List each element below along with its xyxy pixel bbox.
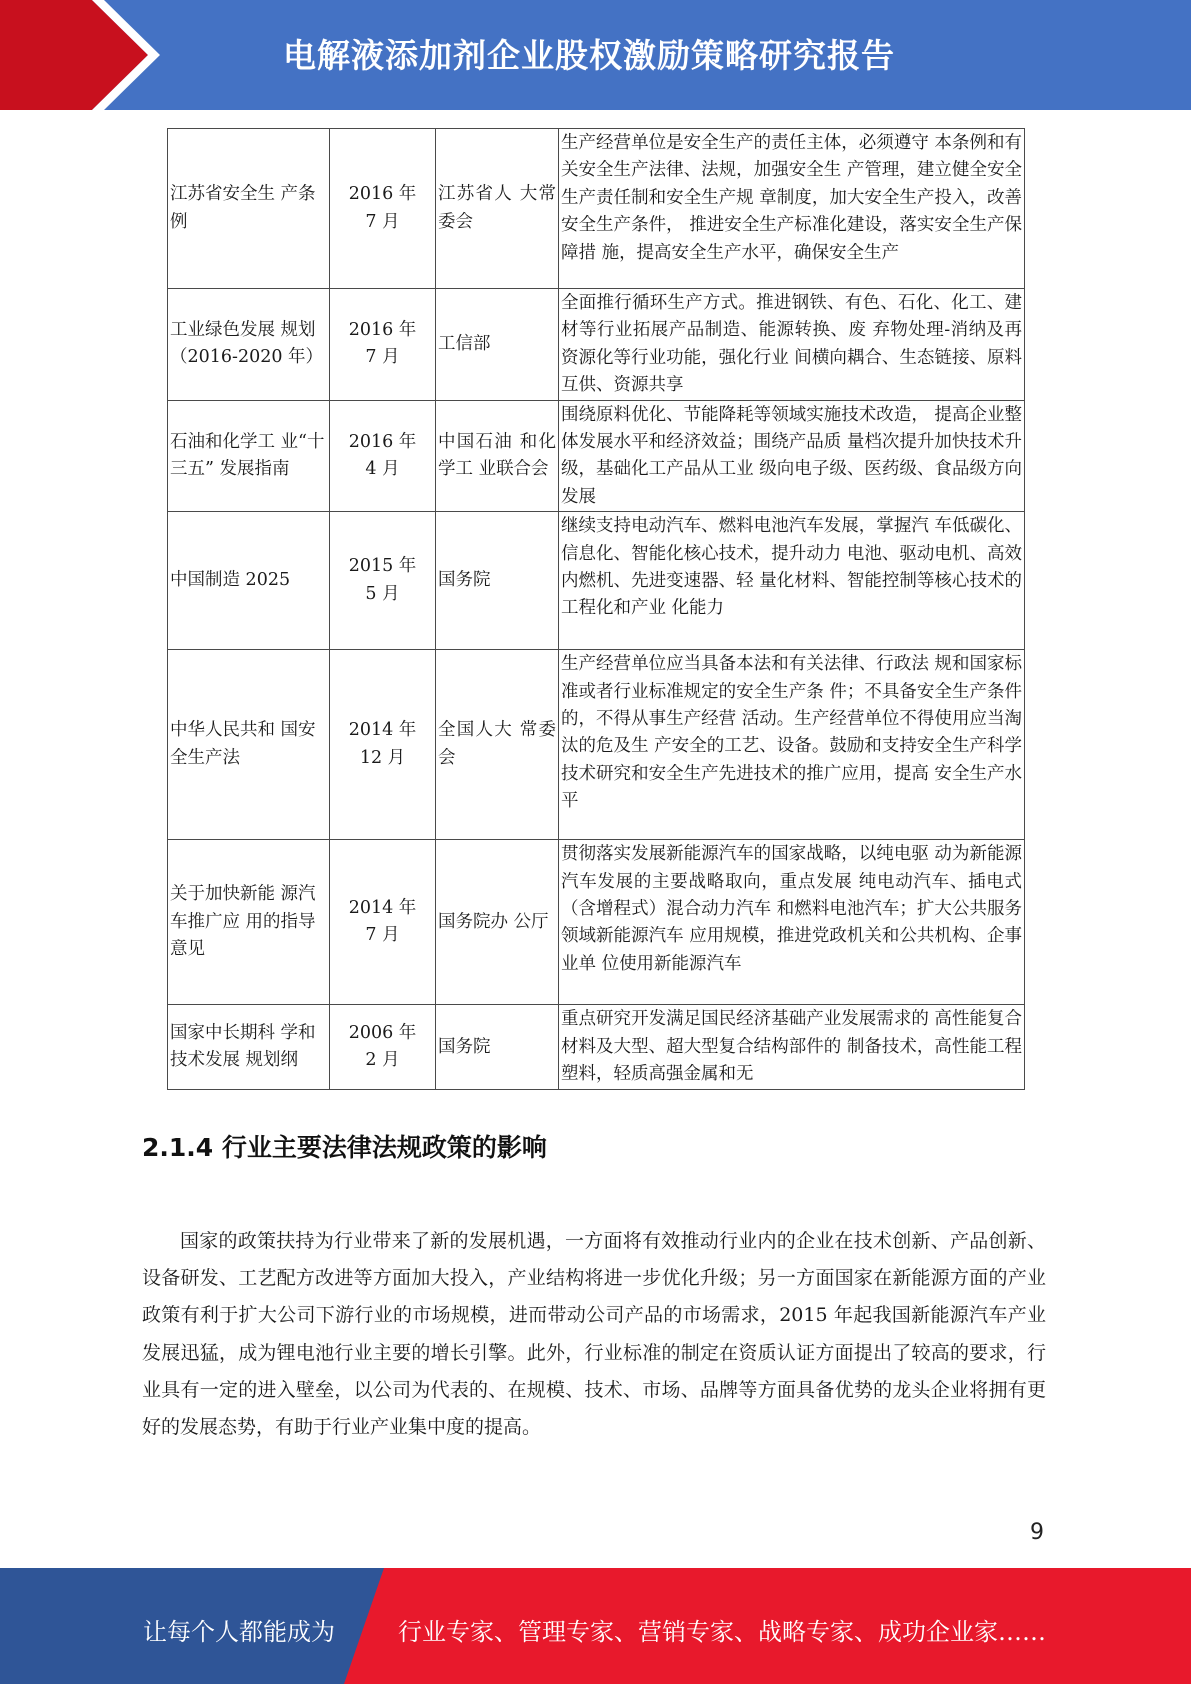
policy-date: [330, 840, 436, 1005]
policy-content: 继续支持电动汽车、燃料电池汽车发展，掌握汽 车低碳化、信息化、智能化核心技术，提升动力 电池、驱动电机、高效内燃机、先进变速器、轻 量化材料、智能控制等核心技术的工程化和产业 化能力: [559, 512, 1025, 650]
policy-issuer: 国务院: [436, 512, 559, 650]
page-header: [0, 0, 1191, 110]
policy-date: [330, 1005, 436, 1090]
table-row: [168, 1005, 1025, 1090]
page-number: 9: [1030, 1520, 1044, 1545]
policy-date-year: 2014 年: [348, 897, 417, 918]
policy-content: 重点研究开发满足国民经济基础产业发展需求的 高性能复合材料及大型、超大型复合结构部件的 制备技术，高性能工程塑料，轻质高强金属和无: [559, 1005, 1025, 1090]
policy-name: 工业绿色发展 规划 （2016-2020 年）: [168, 289, 330, 401]
policy-date: [330, 129, 436, 289]
policy-date-month: 2 月: [365, 1050, 400, 1071]
policy-date-year: 2016 年: [348, 184, 417, 205]
policy-name: 关于加快新能 源汽车推广应 用的指导意见: [168, 840, 330, 1005]
table-row: [168, 650, 1025, 840]
policy-table: [167, 128, 1025, 1090]
policy-name: 中国制造 2025: [168, 512, 330, 650]
policy-content: 贯彻落实发展新能源汽车的国家战略，以纯电驱 动为新能源汽车发展的主要战略取向，重点发展 纯电动汽车、插电式（含增程式）混合动力汽车 和燃料电池汽车；扩大公共服务领域新能源汽车 应用规模，推进党政机关和公共机构、企事业单 位使用新能源汽车: [559, 840, 1025, 1005]
policy-date-month: 7 月: [365, 925, 400, 946]
policy-date-year: 2014 年: [348, 720, 417, 741]
table-row: [168, 512, 1025, 650]
policy-issuer: 江苏省人 大常委会: [436, 129, 559, 289]
policy-date: [330, 512, 436, 650]
policy-date-year: 2016 年: [348, 431, 417, 452]
policy-date-year: 2016 年: [348, 319, 417, 340]
policy-name: 中华人民共和 国安全生产法: [168, 650, 330, 840]
table-row: [168, 289, 1025, 401]
section-heading: 2.1.4 行业主要法律法规政策的影响: [142, 1133, 547, 1162]
policy-issuer: 工信部: [436, 289, 559, 401]
policy-date-month: 4 月: [365, 458, 400, 479]
policy-date: [330, 650, 436, 840]
policy-issuer: 国务院: [436, 1005, 559, 1090]
table-row: [168, 129, 1025, 289]
policy-date-month: 5 月: [365, 583, 400, 604]
report-title: 电解液添加剂企业股权激励策略研究报告: [283, 36, 895, 75]
policy-content: 全面推行循环生产方式。推进钢铁、有色、石化、化工、建材等行业拓展产品制造、能源转换、废 弃物处理-消纳及再资源化等行业功能，强化行业 间横向耦合、生态链接、原料互供、资源共享: [559, 289, 1025, 401]
policy-date-month: 7 月: [365, 347, 400, 368]
policy-date: [330, 400, 436, 512]
policy-issuer: 中国石油 和化学工 业联合会: [436, 400, 559, 512]
policy-issuer: 全国人大 常委会: [436, 650, 559, 840]
policy-date-year: 2006 年: [348, 1022, 417, 1043]
policy-date-month: 12 月: [359, 747, 406, 768]
policy-issuer: 国务院办 公厅: [436, 840, 559, 1005]
footer-slogan-right: 行业专家、管理专家、营销专家、战略专家、成功企业家……: [398, 1618, 1046, 1646]
table-row: [168, 400, 1025, 512]
footer-slogan-left: 让每个人都能成为: [143, 1618, 335, 1646]
policy-date-month: 7 月: [365, 211, 400, 232]
policy-name: 江苏省安全生 产条例: [168, 129, 330, 289]
policy-content: 生产经营单位应当具备本法和有关法律、行政法 规和国家标准或者行业标准规定的安全生产条 件；不具备安全生产条件的，不得从事生产经营 活动。生产经营单位不得使用应当淘汰的危及生 产安全的工艺、设备。鼓励和支持安全生产科学 技术研究和安全生产先进技术的推广应用，提高 安全生产水平: [559, 650, 1025, 840]
body-paragraph: 国家的政策扶持为行业带来了新的发展机遇，一方面将有效推动行业内的企业在技术创新、产品创新、设备研发、工艺配方改进等方面加大投入，产业结构将进一步优化升级；另一方面国家在新能源方面的产业政策有利于扩大公司下游行业的市场规模，进而带动公司产品的市场需求，2015 年起我国新能源汽车产业发展迅猛，成为锂电池行业主要的增长引擎。此外，行业标准的制定在资质认证方面提出了较高的要求，行业具有一定的进入壁垒，以公司为代表的、在规模、技术、市场、品牌等方面具备优势的龙头企业将拥有更好的发展态势，有助于行业产业集中度的提高。: [142, 1230, 1046, 1439]
policy-date: [330, 289, 436, 401]
page-footer: [0, 1568, 1191, 1684]
policy-name: 国家中长期科 学和技术发展 规划纲: [168, 1005, 330, 1090]
policy-content: 围绕原料优化、节能降耗等领域实施技术改造， 提高企业整体发展水平和经济效益；围绕产品质 量档次提升加快技术升级，基础化工产品从工业 级向电子级、医药级、食品级方向发展: [559, 400, 1025, 512]
policy-content: 生产经营单位是安全生产的责任主体，必须遵守 本条例和有关安全生产法律、法规，加强安全生 产管理，建立健全安全生产责任制和安全生产规 章制度，加大安全生产投入，改善安全生产条件， 推进安全生产标准化建设，落实安全生产保障措 施，提高安全生产水平，确保安全生产: [559, 129, 1025, 289]
policy-name: 石油和化学工 业“十三五” 发展指南: [168, 400, 330, 512]
policy-date-year: 2015 年: [348, 556, 417, 577]
table-row: [168, 840, 1025, 1005]
